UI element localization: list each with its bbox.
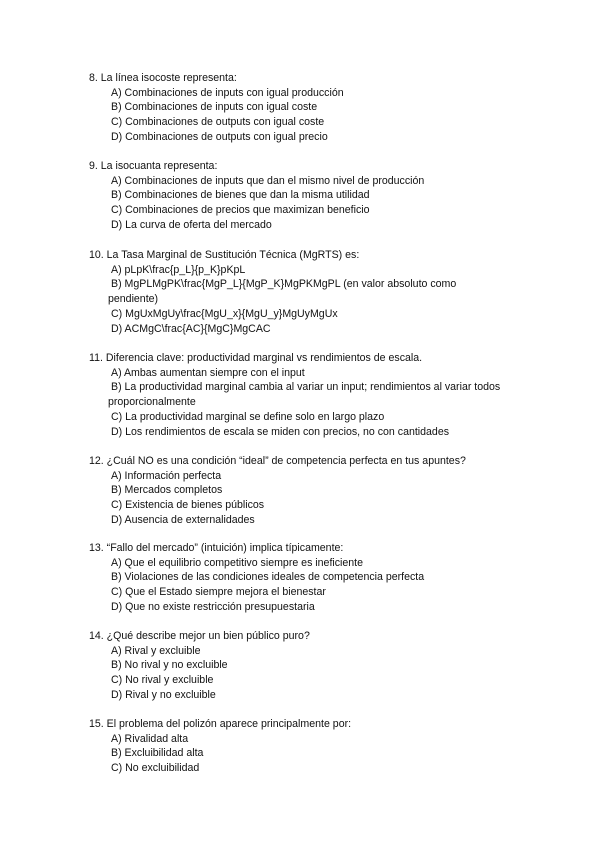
question-13	[89, 541, 509, 615]
option-b-continuation: proporcionalmente	[108, 396, 196, 409]
question-8	[89, 71, 509, 145]
option-b: B) Combinaciones de bienes que dan la misma utilidad	[111, 189, 370, 202]
question-14	[89, 629, 509, 703]
question-stem: 8. La línea isocoste representa:	[89, 72, 237, 84]
option-c: C) Existencia de bienes públicos	[111, 499, 265, 512]
option-a: A) Combinaciones de inputs que dan el mismo nivel de producción	[111, 174, 425, 187]
question-stem: 14. ¿Qué describe mejor un bien público puro?	[89, 630, 310, 642]
question-stem: 11. Diferencia clave: productividad marginal vs rendimientos de escala.	[89, 352, 423, 364]
option-d: D) Ausencia de externalidades	[111, 513, 255, 526]
option-a: A) pLpK\frac{p_L}{p_K}pKpL	[111, 263, 246, 276]
option-a: A) Ambas aumentan siempre con el input	[111, 366, 305, 379]
option-a: A) Información perfecta	[111, 469, 222, 482]
option-a: A) Que el equilibrio competitivo siempre es ineficiente	[111, 556, 364, 569]
option-c: C) Combinaciones de precios que maximizan beneficio	[111, 204, 370, 217]
option-d: D) La curva de oferta del mercado	[111, 218, 272, 231]
option-c: C) No excluibilidad	[111, 762, 200, 775]
option-d: D) ACMgC\frac{AC}{MgC}MgCAC	[111, 322, 271, 335]
option-a: A) Rivalidad alta	[111, 732, 189, 745]
option-c: C) Combinaciones de outputs con igual coste	[111, 116, 325, 129]
option-c: C) Que el Estado siempre mejora el bienestar	[111, 586, 326, 599]
question-10	[89, 248, 509, 336]
question-stem: 12. ¿Cuál NO es una condición “ideal” de competencia perfecta en tus apuntes?	[89, 455, 466, 467]
option-d: D) Rival y no excluible	[111, 688, 216, 701]
option-b-continuation: pendiente)	[108, 293, 159, 306]
option-d: D) Que no existe restricción presupuestaria	[111, 600, 315, 613]
question-stem: 9. La isocuanta representa:	[89, 160, 218, 172]
option-d: D) Los rendimientos de escala se miden con precios, no con cantidades	[111, 425, 450, 438]
option-b: B) MgPLMgPK\frac{MgP_L}{MgP_K}MgPKMgPL (en valor absoluto como	[111, 278, 457, 291]
option-b: B) Excluibilidad alta	[111, 747, 204, 760]
option-a: A) Rival y excluible	[111, 644, 201, 657]
question-stem: 15. El problema del polizón aparece principalmente por:	[89, 718, 352, 730]
option-c: C) La productividad marginal se define solo en largo plazo	[111, 410, 385, 423]
option-a: A) Combinaciones de inputs con igual producción	[111, 86, 344, 99]
option-c: C) MgUxMgUy\frac{MgU_x}{MgU_y}MgUyMgUx	[111, 307, 338, 320]
question-stem: 13. “Fallo del mercado” (intuición) implica típicamente:	[89, 542, 344, 554]
question-12	[89, 454, 509, 528]
option-b: B) Mercados completos	[111, 484, 223, 497]
question-11	[89, 351, 509, 439]
option-d: D) Combinaciones de outputs con igual precio	[111, 130, 328, 143]
option-c: C) No rival y excluible	[111, 674, 214, 687]
question-15	[89, 717, 509, 776]
option-b: B) La productividad marginal cambia al variar un input; rendimientos al variar todos	[111, 381, 501, 394]
question-9	[89, 159, 509, 233]
question-stem: 10. La Tasa Marginal de Sustitución Técnica (MgRTS) es:	[89, 249, 360, 261]
option-b: B) No rival y no excluible	[111, 659, 228, 672]
option-b: B) Violaciones de las condiciones ideales de competencia perfecta	[111, 571, 425, 584]
option-b: B) Combinaciones de inputs con igual coste	[111, 101, 318, 114]
